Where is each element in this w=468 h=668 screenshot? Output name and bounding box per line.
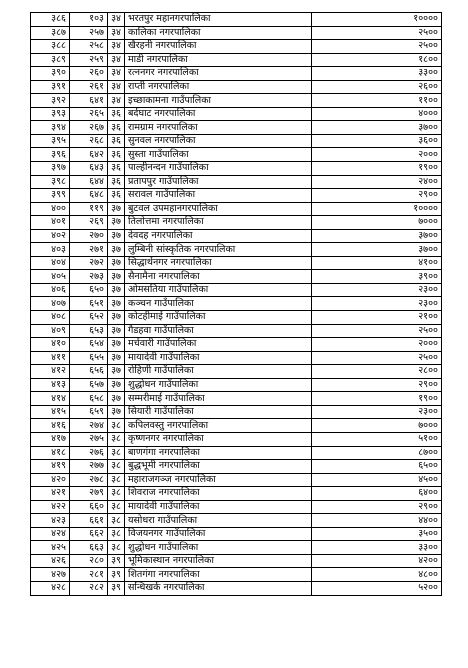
table-row (31, 134, 442, 148)
municipality-name-cell: भरतपुर महानगरपालिका (125, 13, 312, 27)
code-cell: २७१ (70, 243, 108, 257)
district-code-cell: ३७ (108, 378, 125, 392)
amount-cell: २००० (312, 148, 442, 162)
district-code-cell: ३६ (108, 148, 125, 162)
code-cell: २७९ (70, 487, 108, 501)
municipality-name-cell: कृष्णनगर नगरपालिका (125, 432, 312, 446)
code-cell: २६७ (70, 121, 108, 135)
district-code-cell: ३४ (108, 94, 125, 108)
amount-cell: २८०० (312, 365, 442, 379)
district-code-cell: ३४ (108, 67, 125, 81)
code-cell: ६५४ (70, 338, 108, 352)
code-cell: २७४ (70, 419, 108, 433)
district-code-cell: ३७ (108, 324, 125, 338)
table-row (31, 229, 442, 243)
table-row (31, 351, 442, 365)
code-cell: ६५६ (70, 365, 108, 379)
serial-number-cell: ४०४ (31, 256, 70, 270)
municipality-name-cell: सिद्धार्थनगर नगरपालिका (125, 256, 312, 270)
municipality-name-cell: रोहिणी गाउँपालिका (125, 365, 312, 379)
amount-cell: ३३०० (312, 541, 442, 555)
municipality-name-cell: राप्ती नगरपालिका (125, 80, 312, 94)
district-code-cell: ३८ (108, 541, 125, 555)
table-row (31, 378, 442, 392)
serial-number-cell: ४१७ (31, 432, 70, 446)
serial-number-cell: ३९८ (31, 175, 70, 189)
district-code-cell: ३६ (108, 107, 125, 121)
code-cell: ६४८ (70, 189, 108, 203)
table-row (31, 26, 442, 40)
table-row (31, 568, 442, 582)
serial-number-cell: ४०० (31, 202, 70, 216)
code-cell: २७६ (70, 446, 108, 460)
table-row (31, 121, 442, 135)
district-code-cell: ३७ (108, 311, 125, 325)
serial-number-cell: ४२८ (31, 581, 70, 595)
table-row (31, 514, 442, 528)
amount-cell: ६४०० (312, 487, 442, 501)
table-row (31, 283, 442, 297)
serial-number-cell: ४१९ (31, 460, 70, 474)
district-code-cell: ३४ (108, 53, 125, 67)
code-cell: २६८ (70, 134, 108, 148)
table-row (31, 541, 442, 555)
table-row (31, 500, 442, 514)
municipality-name-cell: बर्दघाट नगरपालिका (125, 107, 312, 121)
amount-cell: २५०० (312, 26, 442, 40)
serial-number-cell: ४०८ (31, 311, 70, 325)
code-cell: २८१ (70, 568, 108, 582)
amount-cell: १०००० (312, 202, 442, 216)
serial-number-cell: ३८६ (31, 13, 70, 27)
district-code-cell: ३७ (108, 216, 125, 230)
municipality-name-cell: सुस्ता गाउँपालिका (125, 148, 312, 162)
table-row (31, 338, 442, 352)
serial-number-cell: ४०९ (31, 324, 70, 338)
code-cell: ६५५ (70, 351, 108, 365)
amount-cell: १०००० (312, 13, 442, 27)
municipality-name-cell: माडी नगरपालिका (125, 53, 312, 67)
district-code-cell: ३७ (108, 405, 125, 419)
table-row (31, 527, 442, 541)
amount-cell: ३५०० (312, 527, 442, 541)
municipality-name-cell: रामग्राम नगरपालिका (125, 121, 312, 135)
district-code-cell: ३७ (108, 365, 125, 379)
serial-number-cell: ४२२ (31, 500, 70, 514)
amount-cell: ३६०० (312, 134, 442, 148)
district-code-cell: ३९ (108, 554, 125, 568)
amount-cell: ३७०० (312, 121, 442, 135)
municipality-name-cell: इच्छाकामना गाउँपालिका (125, 94, 312, 108)
municipality-name-cell: सैनामैना नगरपालिका (125, 270, 312, 284)
serial-number-cell: ३९० (31, 67, 70, 81)
code-cell: २७५ (70, 432, 108, 446)
table-row (31, 13, 442, 27)
code-cell: ११९ (70, 202, 108, 216)
district-code-cell: ३७ (108, 338, 125, 352)
amount-cell: ४५०० (312, 473, 442, 487)
table-row (31, 67, 442, 81)
serial-number-cell: ३८९ (31, 53, 70, 67)
amount-cell: ७००० (312, 216, 442, 230)
serial-number-cell: ३९९ (31, 189, 70, 203)
serial-number-cell: ४०२ (31, 229, 70, 243)
code-cell: ६५९ (70, 405, 108, 419)
district-code-cell: ३७ (108, 202, 125, 216)
serial-number-cell: ४२४ (31, 527, 70, 541)
table-row (31, 175, 442, 189)
serial-number-cell: ३९६ (31, 148, 70, 162)
district-code-cell: ३८ (108, 446, 125, 460)
amount-cell: ५२०० (312, 581, 442, 595)
serial-number-cell: ३८८ (31, 40, 70, 54)
district-code-cell: ३७ (108, 297, 125, 311)
table-row (31, 107, 442, 121)
amount-cell: ८७०० (312, 446, 442, 460)
amount-cell: २६०० (312, 80, 442, 94)
district-code-cell: ३८ (108, 527, 125, 541)
amount-cell: २९०० (312, 500, 442, 514)
table-row (31, 311, 442, 325)
code-cell: १०३ (70, 13, 108, 27)
amount-cell: २३०० (312, 405, 442, 419)
district-code-cell: ३४ (108, 26, 125, 40)
district-code-cell: ३७ (108, 243, 125, 257)
table-row (31, 554, 442, 568)
municipality-name-cell: महाराजगञ्ज नगरपालिका (125, 473, 312, 487)
serial-number-cell: ४२७ (31, 568, 70, 582)
code-cell: २६५ (70, 107, 108, 121)
municipality-table (30, 12, 442, 596)
district-code-cell: ३७ (108, 270, 125, 284)
district-code-cell: ३६ (108, 162, 125, 176)
amount-cell: ४८०० (312, 568, 442, 582)
code-cell: २७० (70, 229, 108, 243)
table-row (31, 94, 442, 108)
table-row (31, 581, 442, 595)
amount-cell: १८०० (312, 53, 442, 67)
municipality-name-cell: यसोधरा गाउँपालिका (125, 514, 312, 528)
amount-cell: २९०० (312, 189, 442, 203)
code-cell: २७३ (70, 270, 108, 284)
code-cell: २७२ (70, 256, 108, 270)
municipality-name-cell: मर्चवारी गाउँपालिका (125, 338, 312, 352)
code-cell: ६६१ (70, 514, 108, 528)
municipality-name-cell: देवदह नगरपालिका (125, 229, 312, 243)
municipality-name-cell: शुद्धोधन गाउँपालिका (125, 541, 312, 555)
table-row (31, 202, 442, 216)
code-cell: २८० (70, 554, 108, 568)
serial-number-cell: ४०३ (31, 243, 70, 257)
serial-number-cell: ४११ (31, 351, 70, 365)
code-cell: ६५२ (70, 311, 108, 325)
serial-number-cell: ३९४ (31, 121, 70, 135)
amount-cell: ४४०० (312, 514, 442, 528)
amount-cell: २५०० (312, 40, 442, 54)
code-cell: ६५८ (70, 392, 108, 406)
amount-cell: ३९०० (312, 270, 442, 284)
municipality-name-cell: मायादेवी गाउँपालिका (125, 351, 312, 365)
serial-number-cell: ४०६ (31, 283, 70, 297)
amount-cell: ६५०० (312, 460, 442, 474)
municipality-name-cell: शुद्धोधन गाउँपालिका (125, 378, 312, 392)
municipality-name-cell: पाल्हीनन्दन गाउँपालिका (125, 162, 312, 176)
district-code-cell: ३८ (108, 473, 125, 487)
table-row (31, 405, 442, 419)
table-row (31, 487, 442, 501)
amount-cell: २१०० (312, 311, 442, 325)
serial-number-cell: ४२१ (31, 487, 70, 501)
municipality-name-cell: तिलोत्तमा नगरपालिका (125, 216, 312, 230)
table-row (31, 216, 442, 230)
code-cell: ६६० (70, 500, 108, 514)
district-code-cell: ३८ (108, 419, 125, 433)
code-cell: ६६२ (70, 527, 108, 541)
district-code-cell: ३६ (108, 189, 125, 203)
serial-number-cell: ३९७ (31, 162, 70, 176)
district-code-cell: ३७ (108, 283, 125, 297)
district-code-cell: ३७ (108, 229, 125, 243)
district-code-cell: ३८ (108, 500, 125, 514)
amount-cell: २३०० (312, 283, 442, 297)
amount-cell: ४००० (312, 107, 442, 121)
amount-cell: ११०० (312, 94, 442, 108)
serial-number-cell: ४२३ (31, 514, 70, 528)
municipality-name-cell: कोटहीमाई गाउँपालिका (125, 311, 312, 325)
serial-number-cell: ४१० (31, 338, 70, 352)
table-row (31, 365, 442, 379)
amount-cell: २४०० (312, 175, 442, 189)
code-cell: ६५७ (70, 378, 108, 392)
municipality-name-cell: सन्धिखर्क नगरपालिका (125, 581, 312, 595)
district-code-cell: ३८ (108, 460, 125, 474)
municipality-name-cell: गैडहवा गाउँपालिका (125, 324, 312, 338)
amount-cell: ३७०० (312, 229, 442, 243)
district-code-cell: ३८ (108, 432, 125, 446)
code-cell: ६५३ (70, 324, 108, 338)
table-body (31, 13, 442, 596)
amount-cell: ३३०० (312, 67, 442, 81)
amount-cell: २५०० (312, 324, 442, 338)
municipality-name-cell: बाणगंगा नगरपालिका (125, 446, 312, 460)
serial-number-cell: ३९३ (31, 107, 70, 121)
amount-cell: ३७०० (312, 243, 442, 257)
serial-number-cell: ४१६ (31, 419, 70, 433)
district-code-cell: ३७ (108, 351, 125, 365)
table-row (31, 189, 442, 203)
municipality-name-cell: कपिलवस्तु नगरपालिका (125, 419, 312, 433)
code-cell: ६४३ (70, 162, 108, 176)
table-row (31, 473, 442, 487)
district-code-cell: ३९ (108, 568, 125, 582)
serial-number-cell: ३९५ (31, 134, 70, 148)
amount-cell: २३०० (312, 297, 442, 311)
amount-cell: ७००० (312, 419, 442, 433)
table-row (31, 446, 442, 460)
serial-number-cell: ४०७ (31, 297, 70, 311)
table-row (31, 40, 442, 54)
amount-cell: २९०० (312, 378, 442, 392)
municipality-name-cell: सियारी गाउँपालिका (125, 405, 312, 419)
district-code-cell: ३४ (108, 80, 125, 94)
serial-number-cell: ३९१ (31, 80, 70, 94)
amount-cell: १९०० (312, 392, 442, 406)
municipality-name-cell: रत्ननगर नगरपालिका (125, 67, 312, 81)
municipality-name-cell: मायादेवी गाउँपालिका (125, 500, 312, 514)
serial-number-cell: ३९२ (31, 94, 70, 108)
municipality-name-cell: सम्मरीमाई गाउँपालिका (125, 392, 312, 406)
district-code-cell: ३८ (108, 514, 125, 528)
code-cell: ६६३ (70, 541, 108, 555)
data-table-container (30, 12, 442, 596)
district-code-cell: ३८ (108, 487, 125, 501)
municipality-name-cell: ओमसतिया गाउँपालिका (125, 283, 312, 297)
table-row (31, 324, 442, 338)
code-cell: ६५० (70, 283, 108, 297)
amount-cell: ५१०० (312, 432, 442, 446)
amount-cell: ४२०० (312, 554, 442, 568)
table-row (31, 53, 442, 67)
serial-number-cell: ४०१ (31, 216, 70, 230)
district-code-cell: ३४ (108, 13, 125, 27)
serial-number-cell: ४२० (31, 473, 70, 487)
district-code-cell: ३९ (108, 581, 125, 595)
municipality-name-cell: कालिका नगरपालिका (125, 26, 312, 40)
table-row (31, 80, 442, 94)
table-row (31, 162, 442, 176)
municipality-name-cell: कञ्चन गाउँपालिका (125, 297, 312, 311)
code-cell: ६५१ (70, 297, 108, 311)
table-row (31, 297, 442, 311)
municipality-name-cell: बुद्धभूमी नगरपालिका (125, 460, 312, 474)
municipality-name-cell: बुटवल उपमहानगरपालिका (125, 202, 312, 216)
district-code-cell: ३४ (108, 40, 125, 54)
district-code-cell: ३७ (108, 392, 125, 406)
serial-number-cell: ४०५ (31, 270, 70, 284)
amount-cell: १९०० (312, 162, 442, 176)
municipality-name-cell: शितगंगा नगरपालिका (125, 568, 312, 582)
table-row (31, 148, 442, 162)
serial-number-cell: ४१३ (31, 378, 70, 392)
table-row (31, 432, 442, 446)
serial-number-cell: ४१५ (31, 405, 70, 419)
code-cell: २७७ (70, 460, 108, 474)
code-cell: ६४१ (70, 94, 108, 108)
municipality-name-cell: विजयनगर गाउँपालिका (125, 527, 312, 541)
serial-number-cell: ४१८ (31, 446, 70, 460)
serial-number-cell: ४२६ (31, 554, 70, 568)
code-cell: ६४४ (70, 175, 108, 189)
code-cell: ६४२ (70, 148, 108, 162)
code-cell: २७८ (70, 473, 108, 487)
table-row (31, 243, 442, 257)
code-cell: २६० (70, 67, 108, 81)
municipality-name-cell: सरावल गाउँपालिका (125, 189, 312, 203)
serial-number-cell: ४१४ (31, 392, 70, 406)
code-cell: २५९ (70, 53, 108, 67)
amount-cell: २५०० (312, 351, 442, 365)
municipality-name-cell: भूमिकास्थान नगरपालिका (125, 554, 312, 568)
municipality-name-cell: खैरहनी नगरपालिका (125, 40, 312, 54)
serial-number-cell: ३८७ (31, 26, 70, 40)
amount-cell: ४१०० (312, 256, 442, 270)
serial-number-cell: ४२५ (31, 541, 70, 555)
district-code-cell: ३७ (108, 256, 125, 270)
serial-number-cell: ४१२ (31, 365, 70, 379)
district-code-cell: ३६ (108, 121, 125, 135)
table-row (31, 392, 442, 406)
municipality-name-cell: शिवराज नगरपालिका (125, 487, 312, 501)
table-row (31, 460, 442, 474)
table-row (31, 419, 442, 433)
table-row (31, 256, 442, 270)
code-cell: २५७ (70, 26, 108, 40)
code-cell: २६९ (70, 216, 108, 230)
code-cell: २६१ (70, 80, 108, 94)
district-code-cell: ३६ (108, 134, 125, 148)
amount-cell: २००० (312, 338, 442, 352)
municipality-name-cell: सुनवल नगरपालिका (125, 134, 312, 148)
code-cell: २५८ (70, 40, 108, 54)
code-cell: २८२ (70, 581, 108, 595)
table-row (31, 270, 442, 284)
district-code-cell: ३६ (108, 175, 125, 189)
municipality-name-cell: लुम्बिनी सांस्कृतिक नगरपालिका (125, 243, 312, 257)
municipality-name-cell: प्रतापपुर गाउँपालिका (125, 175, 312, 189)
